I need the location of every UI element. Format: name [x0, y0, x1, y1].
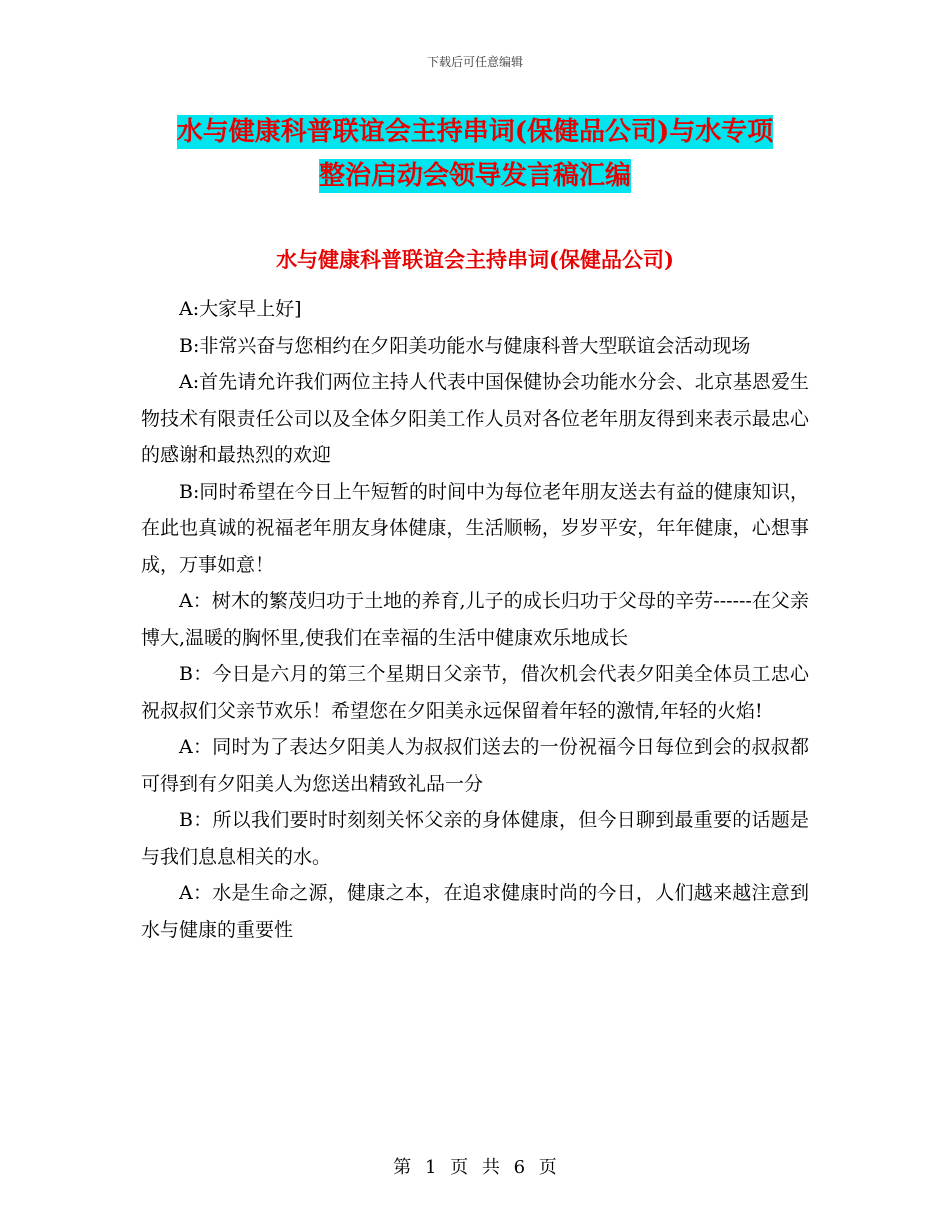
body-paragraph: A:首先请允许我们两位主持人代表中国保健协会功能水分会、北京基恩爱生物技术有限责任公司以及全体夕阳美工作人员对各位老年朋友得到来表示最忠心的感谢和最热烈的欢迎: [141, 371, 809, 466]
section-title: 水与健康科普联谊会主持串词(保健品公司): [276, 247, 674, 272]
body-paragraph: B:同时希望在今日上午短暂的时间中为每位老年朋友送去有益的健康知识，在此也真诚的祝福老年朋友身体健康，生活顺畅，岁岁平安，年年健康，心想事成，万事如意！: [141, 480, 809, 576]
body-paragraph: B:非常兴奋与您相约在夕阳美功能水与健康科普大型联谊会活动现场: [179, 334, 751, 357]
body-paragraph: A：同时为了表达夕阳美人为叔叔们送去的一份祝福今日每位到会的叔叔都可得到有夕阳美人为您送出精致礼品一分: [141, 736, 809, 795]
body-paragraph: A：树木的繁茂归功于土地的养育,儿子的成长归功于父母的辛劳------在父亲博大,温暖的胸怀里,使我们在幸福的生活中健康欢乐地成长: [141, 590, 809, 649]
page-number-footer: 第 1 页 共 6 页: [393, 1157, 557, 1178]
body-paragraph: B：今日是六月的第三个星期日父亲节，借次机会代表夕阳美全体员工忠心祝叔叔们父亲节欢乐！希望您在夕阳美永远保留着年轻的激情,年轻的火焰!: [141, 663, 809, 722]
document-title-line-2: 整治启动会领导发言稿汇编: [318, 161, 631, 191]
document-title: [140, 110, 810, 198]
body-paragraph: B：所以我们要时时刻刻关怀父亲的身体健康，但今日聊到最重要的话题是与我们息息相关的水。: [141, 809, 809, 868]
body-paragraph: A：水是生命之源，健康之本，在追求健康时尚的今日，人们越来越注意到水与健康的重要性: [141, 882, 809, 941]
document-body: [141, 291, 809, 948]
document-title-line-1: 水与健康科普联谊会主持串词(保健品公司)与水专项: [176, 117, 774, 147]
body-paragraph: A:大家早上好]: [179, 298, 302, 320]
header-note: 下载后可任意编辑: [426, 55, 523, 69]
